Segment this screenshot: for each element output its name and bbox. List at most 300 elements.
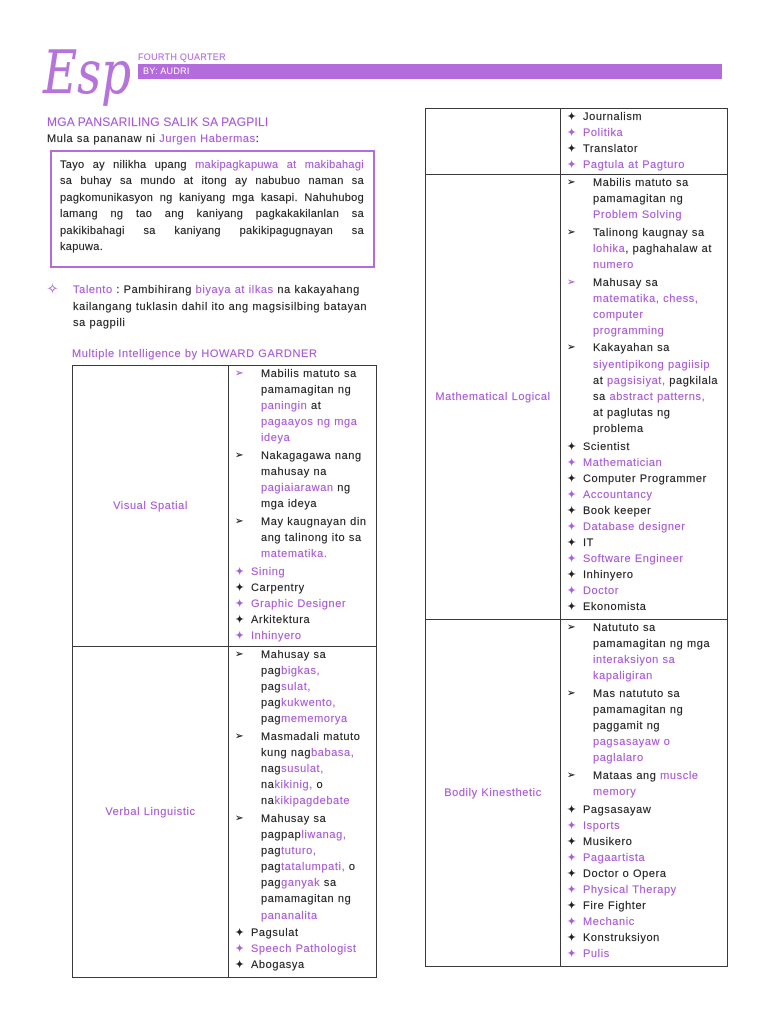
highlighted-text: memory — [593, 785, 637, 798]
text-segment: at paglutas ng — [593, 406, 671, 419]
text-segment: Mahusay sa — [261, 812, 327, 825]
text-segment: Tayo ay nilikha upang — [60, 159, 196, 171]
highlighted-text: tatalumpati, — [281, 861, 346, 874]
text-segment: : Pambihirang — [112, 284, 196, 296]
career-item — [567, 583, 727, 599]
highlighted-text: pagaayos ng mga — [261, 416, 358, 429]
trait-line — [261, 663, 376, 679]
highlighted-text: ideya — [261, 432, 291, 445]
text-segment: at — [307, 400, 322, 413]
trait-line — [261, 414, 376, 430]
star-bullet-icon: ✦ — [567, 899, 577, 913]
trait-item — [235, 647, 376, 727]
trait-line — [261, 679, 376, 695]
highlighted-text: Talento — [73, 284, 113, 296]
career-name: Sining — [251, 565, 286, 578]
star-bullet-icon: ✦ — [567, 536, 577, 550]
highlighted-text: kikipagdebate — [274, 795, 351, 808]
star-bullet-icon: ✦ — [567, 455, 577, 469]
quarter-label: FOURTH QUARTER — [138, 52, 226, 62]
highlighted-text: pagiaiarawan — [261, 482, 334, 495]
career-item — [567, 471, 727, 487]
intelligence-table-left — [72, 365, 377, 978]
trait-line — [261, 398, 376, 414]
career-item — [567, 818, 727, 834]
talento-line — [73, 299, 377, 316]
highlighted-text: paningin — [261, 400, 308, 413]
trait-line — [593, 175, 727, 191]
career-item — [235, 564, 376, 580]
highlighted-text: kukwento, — [281, 697, 337, 710]
star-bullet-icon: ✦ — [567, 126, 577, 140]
career-name: Book keeper — [583, 504, 652, 517]
star-bullet-icon: ✦ — [567, 519, 577, 533]
career-item — [235, 596, 376, 612]
career-item — [567, 930, 727, 946]
star-bullet-icon: ✦ — [567, 584, 577, 598]
quote-line — [60, 239, 364, 255]
quote-line — [60, 206, 364, 222]
author-label: BY: AUDRI — [143, 66, 190, 76]
career-item — [567, 519, 727, 535]
esp-logo: Esp — [43, 38, 132, 108]
highlighted-text: makipagkapuwa at makibahagi — [195, 159, 364, 171]
career-name: Database designer — [583, 520, 686, 533]
text-segment: pamamagitan ng — [261, 384, 352, 397]
intelligence-name: Visual Spatial — [113, 500, 188, 512]
trait-line — [261, 891, 376, 907]
trait-line — [593, 373, 727, 389]
career-item — [235, 941, 376, 957]
trait-line — [593, 225, 727, 241]
career-name: Physical Therapy — [583, 884, 677, 896]
trait-line — [593, 405, 727, 421]
highlighted-text: kikinig, — [274, 779, 313, 792]
intelligence-label-cell — [426, 175, 561, 619]
text-segment: pag — [261, 713, 282, 726]
text-segment: Mabilis matuto sa — [593, 177, 689, 189]
career-name: Inhinyero — [583, 569, 634, 582]
trait-line — [261, 859, 376, 875]
trait-line — [261, 496, 376, 512]
quote-line — [60, 157, 364, 173]
career-item — [235, 628, 376, 644]
text-segment: na — [261, 795, 275, 808]
section-heading: Multiple Intelligence by HOWARD GARDNER — [72, 348, 318, 360]
intelligence-row — [426, 109, 727, 175]
career-name: Accountancy — [583, 488, 653, 501]
intelligence-details — [229, 366, 376, 646]
star-bullet-icon: ✦ — [235, 580, 245, 594]
arrow-bullet-icon: ➢ — [235, 649, 244, 660]
trait-line — [593, 668, 727, 684]
intelligence-details — [561, 620, 727, 966]
text-segment: Masmadali matuto — [261, 730, 361, 743]
intelligence-details — [229, 647, 376, 977]
intelligence-details — [561, 109, 727, 174]
intelligence-name: Verbal Linguistic — [105, 806, 196, 818]
trait-line — [593, 421, 727, 437]
highlighted-text: biyaya at ilkas — [195, 284, 274, 296]
highlighted-text: Problem Solving — [593, 209, 683, 222]
career-item — [567, 109, 727, 125]
trait-item — [567, 340, 727, 437]
career-item — [567, 946, 727, 962]
trait-item — [567, 686, 727, 766]
trait-line — [593, 750, 727, 766]
highlighted-text: pananalita — [261, 909, 318, 922]
text-segment: Mula sa pananaw ni — [47, 133, 160, 145]
star-bullet-icon: ✦ — [235, 629, 245, 642]
career-item — [567, 141, 727, 157]
trait-line — [593, 718, 727, 734]
career-item — [567, 551, 727, 567]
star-bullet-icon: ✦ — [567, 142, 577, 156]
career-item — [567, 834, 727, 850]
text-segment: Kakayahan sa — [593, 342, 670, 355]
career-name: Pagsasayaw — [583, 803, 652, 816]
sparkle-icon: ✧ — [47, 282, 58, 297]
star-bullet-icon: ✦ — [567, 834, 577, 848]
text-segment: ng — [333, 482, 351, 495]
arrow-bullet-icon: ➢ — [235, 449, 244, 461]
intelligence-label-cell — [73, 366, 229, 646]
text-segment: na — [261, 779, 275, 792]
text-segment: problema — [593, 422, 644, 435]
career-name: Pagsulat — [251, 927, 299, 940]
career-name: Graphic Designer — [251, 597, 347, 610]
star-bullet-icon: ✦ — [567, 883, 577, 896]
career-item — [567, 882, 727, 898]
trait-line — [593, 307, 727, 323]
highlighted-text: mememorya — [281, 713, 348, 726]
text-segment: May kaugnayan din — [261, 515, 367, 528]
star-bullet-icon: ✦ — [567, 818, 577, 832]
career-name: Mathematician — [583, 456, 663, 469]
trait-line — [261, 448, 376, 464]
intelligence-table-right — [425, 108, 728, 967]
trait-line — [261, 827, 376, 843]
highlighted-text: babasa, — [311, 747, 355, 760]
highlighted-text: sulat, — [281, 681, 312, 694]
star-bullet-icon: ✦ — [235, 942, 245, 956]
trait-line — [261, 875, 376, 891]
source-line — [47, 131, 259, 147]
star-bullet-icon: ✦ — [235, 564, 245, 578]
text-segment: pagpap — [261, 829, 302, 842]
trait-item — [567, 275, 727, 339]
header-bar — [138, 64, 722, 79]
text-segment: pag — [261, 845, 282, 858]
star-bullet-icon: ✦ — [567, 568, 577, 582]
text-segment: sa — [320, 877, 337, 890]
arrow-bullet-icon: ➢ — [567, 342, 576, 354]
text-segment: Natututo sa — [593, 622, 656, 634]
arrow-bullet-icon: ➢ — [235, 368, 244, 379]
star-bullet-icon: ✦ — [567, 850, 577, 864]
text-segment: sa pagpili — [73, 317, 126, 329]
text-segment: sa — [593, 390, 610, 403]
text-segment: pag — [261, 861, 282, 874]
trait-line — [593, 275, 727, 291]
trait-line — [261, 793, 376, 809]
star-bullet-icon: ✦ — [235, 596, 245, 610]
trait-line — [261, 366, 376, 382]
career-item — [235, 957, 376, 973]
text-segment: pag — [261, 681, 282, 694]
career-item — [567, 157, 727, 173]
highlighted-text: pagsasayaw o — [593, 736, 671, 749]
intelligence-label-cell — [426, 109, 561, 174]
star-bullet-icon: ✦ — [567, 471, 577, 485]
arrow-bullet-icon: ➢ — [567, 177, 576, 188]
trait-item — [567, 620, 727, 684]
text-segment: nag — [261, 763, 282, 776]
trait-item — [567, 225, 727, 273]
text-segment: pamamagitan ng mga — [593, 638, 711, 651]
highlighted-text: ganyak — [281, 877, 321, 890]
highlighted-text: matematika, chess, — [593, 292, 699, 305]
trait-line — [593, 241, 727, 257]
trait-item — [235, 448, 376, 512]
highlighted-text: lohika — [593, 242, 626, 255]
text-segment: Nakagagawa nang — [261, 449, 362, 462]
highlighted-text: Jurgen Habermas — [159, 133, 256, 145]
trait-line — [593, 636, 727, 652]
star-bullet-icon: ✦ — [567, 600, 577, 614]
trait-item — [235, 729, 376, 809]
career-name: IT — [583, 537, 594, 550]
trait-line — [593, 323, 727, 339]
highlighted-text: pagsisiyat, — [607, 374, 666, 387]
star-bullet-icon: ✦ — [567, 931, 577, 945]
career-item — [235, 925, 376, 941]
intelligence-name: Mathematical Logical — [435, 391, 551, 403]
trait-line — [261, 745, 376, 761]
arrow-bullet-icon: ➢ — [567, 769, 576, 781]
trait-line — [261, 514, 376, 530]
trait-line — [261, 430, 376, 446]
career-name: Ekonomista — [583, 601, 647, 614]
career-name: Journalism — [583, 111, 643, 123]
trait-line — [261, 546, 376, 562]
star-bullet-icon: ✦ — [567, 439, 577, 453]
trait-item — [235, 366, 376, 446]
trait-line — [261, 729, 376, 745]
career-item — [567, 455, 727, 471]
text-segment: pag — [261, 665, 282, 678]
career-name: Inhinyero — [251, 630, 302, 642]
arrow-bullet-icon: ➢ — [567, 622, 576, 633]
text-segment: mga ideya — [261, 498, 318, 511]
star-bullet-icon: ✦ — [567, 866, 577, 880]
career-item — [567, 850, 727, 866]
text-segment: ang talinong ito sa — [261, 531, 362, 544]
trait-line — [593, 207, 727, 223]
text-segment: pakikibahagi sa kaniyang pakikipagugnayan sa — [60, 224, 364, 237]
trait-line — [593, 702, 727, 718]
text-segment: Mahusay sa — [261, 649, 327, 661]
trait-line — [593, 257, 727, 273]
star-bullet-icon: ✦ — [235, 612, 245, 626]
star-bullet-icon: ✦ — [567, 487, 577, 501]
text-segment: , paghahalaw at — [625, 242, 713, 255]
career-item — [567, 567, 727, 583]
career-name: Scientist — [583, 440, 630, 453]
career-item — [567, 535, 727, 551]
text-segment: kailangang tuklasin dahil ito ang magsisilbing batayan — [73, 300, 368, 313]
highlighted-text: susulat, — [281, 763, 324, 776]
text-segment: Mas natututo sa — [593, 687, 681, 700]
trait-line — [261, 695, 376, 711]
trait-line — [261, 711, 376, 727]
arrow-bullet-icon: ➢ — [567, 687, 576, 699]
text-segment: o — [345, 861, 356, 874]
text-segment: lamang ng tao ang kaniyang pagkakakilanlan sa — [60, 208, 364, 221]
quote-line — [60, 223, 364, 239]
trait-line — [261, 480, 376, 496]
career-name: Musikero — [583, 835, 633, 848]
highlighted-text: interaksiyon sa — [593, 654, 676, 667]
text-segment: sa buhay sa mundo at itong ay nabubuo naman sa — [60, 175, 364, 188]
trait-line — [593, 652, 727, 668]
trait-line — [593, 686, 727, 702]
arrow-bullet-icon: ➢ — [235, 812, 244, 824]
text-segment: Mahusay sa — [593, 276, 659, 289]
trait-line — [261, 761, 376, 777]
career-item — [567, 599, 727, 615]
trait-line — [261, 843, 376, 859]
highlighted-text: computer — [593, 308, 644, 321]
trait-line — [261, 908, 376, 924]
career-name: Computer Programmer — [583, 472, 707, 485]
text-segment: pag — [261, 697, 282, 710]
text-segment: pag — [261, 877, 282, 890]
trait-line — [593, 389, 727, 405]
career-item — [567, 125, 727, 141]
highlighted-text: matematika. — [261, 548, 328, 561]
star-bullet-icon: ✦ — [567, 503, 577, 517]
intelligence-details — [561, 175, 727, 619]
highlighted-text: bigkas, — [281, 665, 321, 678]
career-item — [567, 802, 727, 818]
talento-text — [47, 282, 377, 332]
career-name: Carpentry — [251, 581, 305, 594]
arrow-bullet-icon: ➢ — [235, 515, 244, 527]
text-segment: na kakayahang — [273, 284, 360, 296]
star-bullet-icon: ✦ — [567, 158, 577, 172]
text-segment: Mataas ang — [593, 769, 661, 782]
text-segment: Mabilis matuto sa — [261, 368, 357, 380]
star-bullet-icon: ✦ — [235, 958, 245, 972]
trait-item — [567, 175, 727, 223]
career-name: Doctor — [583, 585, 619, 598]
career-name: Pagtula at Pagturo — [583, 159, 685, 172]
arrow-bullet-icon: ➢ — [567, 276, 576, 288]
career-item — [567, 898, 727, 914]
trait-line — [593, 357, 727, 373]
highlighted-text: numero — [593, 258, 634, 271]
trait-line — [593, 620, 727, 636]
star-bullet-icon: ✦ — [567, 552, 577, 566]
intelligence-row — [73, 647, 376, 977]
quote-line — [60, 190, 364, 206]
arrow-bullet-icon: ➢ — [567, 226, 576, 238]
trait-item — [567, 768, 727, 800]
trait-line — [593, 784, 727, 800]
career-name: Arkitektura — [251, 613, 311, 626]
highlighted-text: muscle — [660, 769, 699, 782]
highlighted-text: programming — [593, 324, 665, 337]
highlighted-text: abstract patterns, — [609, 390, 706, 403]
career-item — [567, 487, 727, 503]
text-segment: kung nag — [261, 747, 312, 760]
page-title: MGA PANSARILING SALIK SA PAGPILI — [47, 115, 269, 129]
highlighted-text: kapaligiran — [593, 670, 653, 683]
trait-item — [235, 811, 376, 924]
highlighted-text: siyentipikong pagiisip — [593, 358, 711, 371]
intelligence-label-cell — [73, 647, 229, 977]
career-item — [567, 914, 727, 930]
career-item — [235, 580, 376, 596]
star-bullet-icon: ✦ — [567, 915, 577, 929]
highlighted-text: paglalaro — [593, 752, 644, 765]
career-name: Konstruksiyon — [583, 932, 660, 945]
trait-line — [261, 382, 376, 398]
career-name: Isports — [583, 819, 621, 832]
career-name: Politika — [583, 127, 624, 140]
trait-line — [593, 291, 727, 307]
trait-line — [261, 647, 376, 663]
star-bullet-icon: ✦ — [567, 110, 577, 123]
career-name: Software Engineer — [583, 553, 684, 566]
text-segment: pagkomunikasyon ng kaniyang mga kasapi. Nahuhubog — [60, 191, 364, 204]
text-segment: mahusay na — [261, 466, 327, 479]
career-name: Abogasya — [251, 959, 305, 972]
text-segment: kapuwa. — [60, 241, 104, 254]
career-item — [235, 612, 376, 628]
career-name: Translator — [583, 143, 639, 156]
career-item — [567, 866, 727, 882]
text-segment: pamamagitan ng — [593, 703, 684, 716]
career-name: Doctor o Opera — [583, 867, 667, 880]
intelligence-row — [426, 620, 727, 966]
talento-line — [73, 315, 377, 332]
text-segment: pamamagitan ng — [593, 193, 684, 206]
intelligence-row — [73, 366, 376, 647]
highlighted-text: liwanag, — [301, 829, 347, 842]
intelligence-name: Bodily Kinesthetic — [444, 787, 542, 799]
text-segment: at — [593, 374, 608, 387]
text-segment: o — [312, 779, 324, 792]
trait-line — [261, 811, 376, 827]
trait-line — [261, 464, 376, 480]
career-name: Pulis — [583, 948, 610, 961]
text-segment: pagkilala — [665, 374, 719, 387]
talento-line — [73, 282, 377, 299]
talento-definition — [47, 282, 377, 332]
trait-line — [593, 768, 727, 784]
trait-line — [261, 530, 376, 546]
star-bullet-icon: ✦ — [567, 802, 577, 816]
text-segment: paggamit ng — [593, 720, 661, 733]
career-name: Pagaartista — [583, 851, 646, 864]
text-segment: Talinong kaugnay sa — [593, 226, 705, 239]
intelligence-row — [426, 175, 727, 620]
career-name: Mechanic — [583, 916, 635, 929]
quote-line — [60, 173, 364, 189]
star-bullet-icon: ✦ — [567, 947, 577, 961]
